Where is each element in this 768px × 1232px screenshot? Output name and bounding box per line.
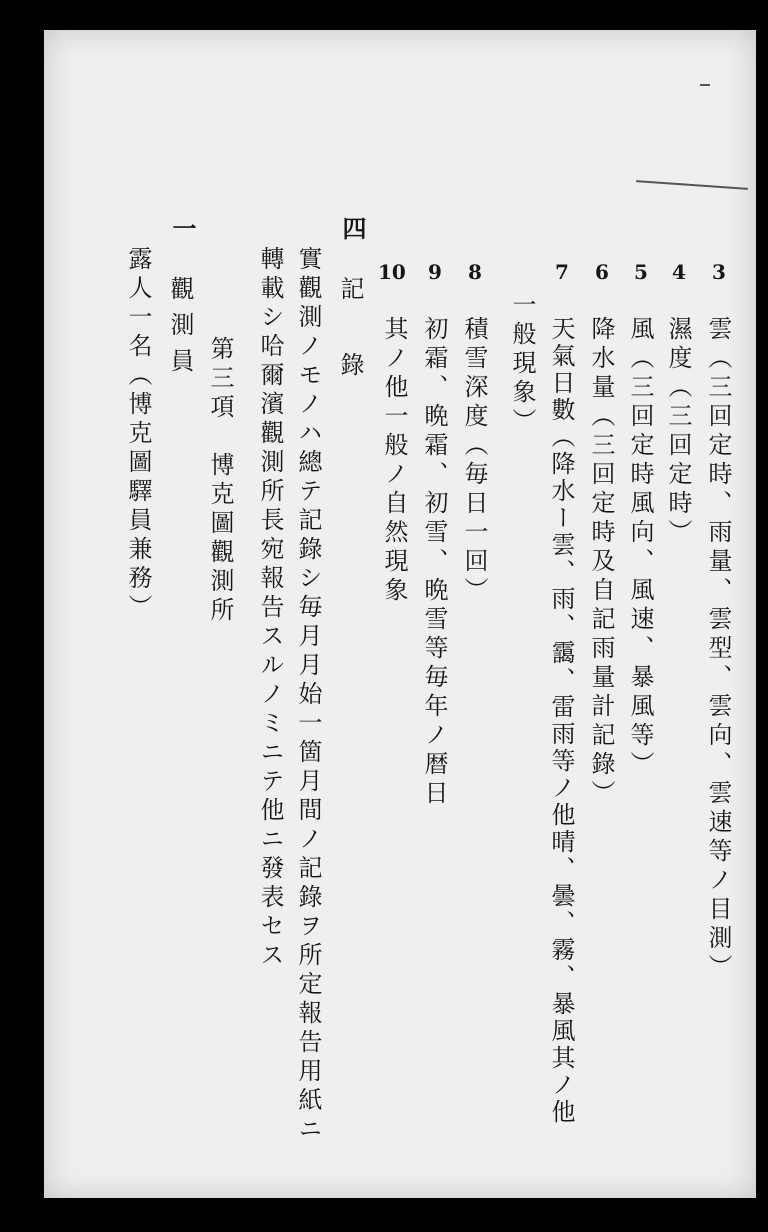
section-heading: 記 錄	[336, 276, 364, 390]
item-text: 其ノ他一般ノ自然現象	[380, 316, 408, 606]
item-text: 風（三回定時風向、風速、暴風等）	[626, 316, 654, 780]
item-text: 濕度（三回定時）	[664, 316, 692, 548]
item-text-continuation: 一般現象）	[508, 292, 536, 437]
item-number: 8	[468, 260, 482, 284]
item-number: 6	[595, 260, 609, 284]
item-text: 雲（三回定時、雨量、雲型、雲向、雲速等ノ目測）	[704, 316, 732, 983]
section-paragraph: 轉載シ哈爾濱觀測所長宛報告スルノミニテ他ニ發表セス	[256, 246, 284, 971]
item-text: 初霜、晩霜、初雪、晩雪等毎年ノ暦日	[420, 316, 448, 809]
subsection-heading: 觀測員	[166, 276, 194, 384]
item-number: 9	[428, 260, 442, 284]
item-text: 積雪深度（毎日一回）	[460, 316, 488, 606]
item-number: 4	[672, 260, 686, 284]
subsection-text: 露人一名（博克圖驛員兼務）	[124, 246, 152, 623]
item-text: 降水量（三回定時及自記雨量計記錄）	[587, 316, 615, 809]
item-number: 10	[378, 260, 406, 284]
item-number: 3	[712, 260, 726, 284]
pencil-mark	[700, 84, 710, 86]
item-number: 5	[634, 260, 648, 284]
section-paragraph: 實觀測ノモノハ總テ記錄シ毎月月始一箇月間ノ記錄ヲ所定報告用紙ニ	[294, 246, 322, 1145]
subsection-number: 一	[168, 216, 197, 245]
section-heading: 第三項 博克圖觀測所	[206, 336, 234, 626]
item-text: 天氣日數（降水ー雲、雨、靄、雷雨等ノ他晴、曇、霧、暴風其ノ他	[547, 316, 575, 1126]
scanned-page	[44, 30, 756, 1198]
pencil-mark	[636, 180, 748, 190]
item-number: 7	[555, 260, 569, 284]
section-number: 四	[338, 216, 367, 245]
